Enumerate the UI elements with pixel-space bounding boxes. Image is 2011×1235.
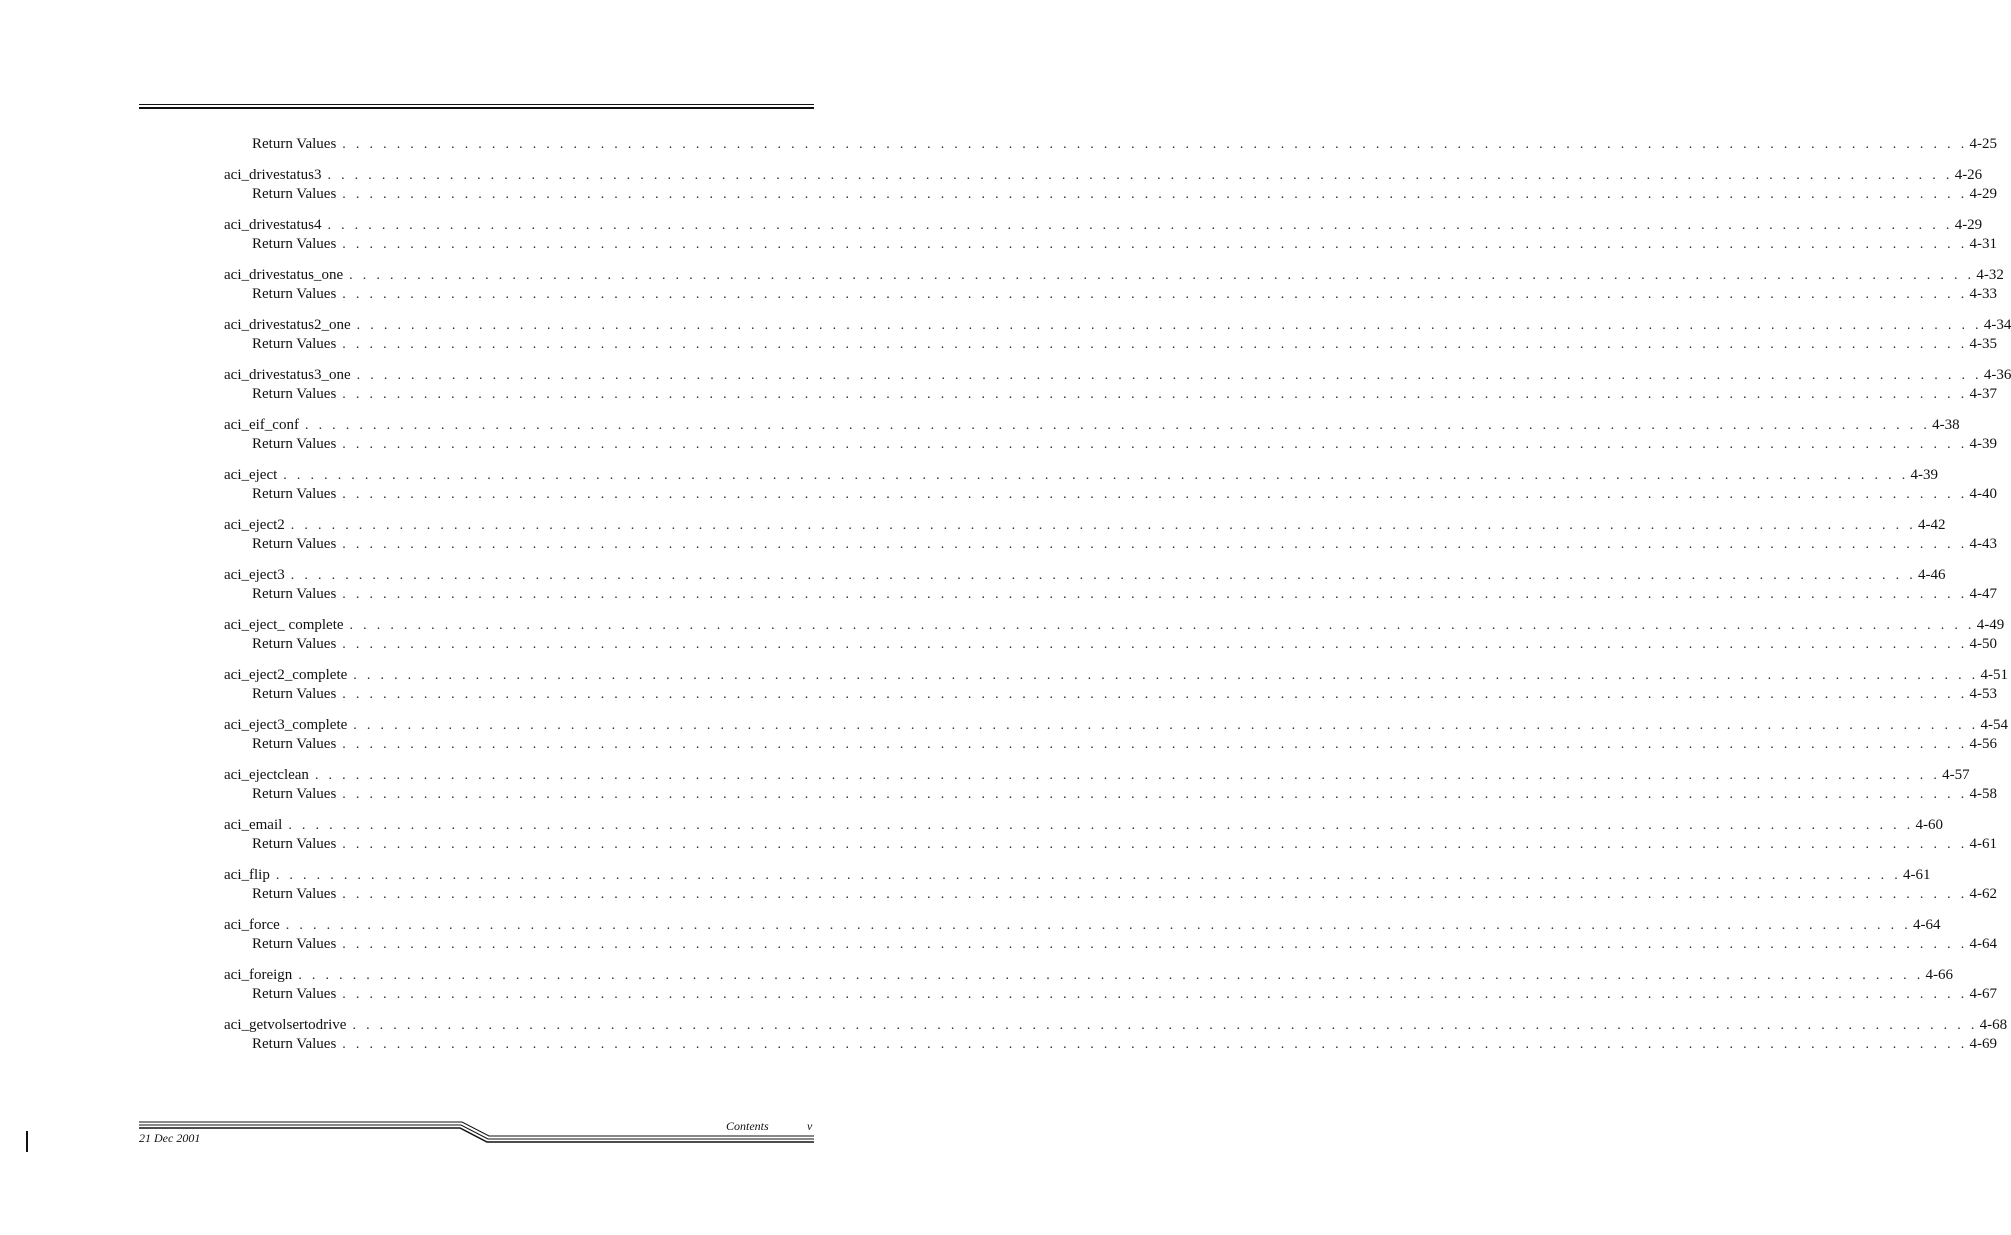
toc-entry[interactable]	[224, 316, 2011, 335]
toc-entry-label: Return Values	[252, 286, 337, 302]
toc-entry-label: Return Values	[252, 386, 337, 402]
toc-entry-page: 4-67	[1969, 986, 1997, 1002]
dot-leader: . . . . . . . . . . . . . . . . . . . . . . . . . . . . . . . . . . . . . . . . . . . . . . . . . . . . . . . . . . . . . . . . . . . . . . . . . . . . . . . . . . . . . . . . . . . . . . . . . . . . . . . . . . . . . . . . . . . . . . . .	[349, 618, 1975, 633]
toc-entry-page: 4-33	[1969, 286, 1997, 302]
toc-entry-label: aci_drivestatus2_one	[224, 317, 351, 333]
toc-entry-page: 4-51	[1980, 667, 2008, 683]
dot-leader: . . . . . . . . . . . . . . . . . . . . . . . . . . . . . . . . . . . . . . . . . . . . . . . . . . . . . . . . . . . . . . . . . . . . . . . . . . . . . . . . . . . . . . . . . . . . . . . . . . . . . . . . . . . . . . . . . . . . . . . .	[353, 668, 1979, 683]
toc-entry-page: 4-31	[1969, 236, 1997, 252]
toc-group	[224, 316, 2011, 354]
dot-leader: . . . . . . . . . . . . . . . . . . . . . . . . . . . . . . . . . . . . . . . . . . . . . . . . . . . . . . . . . . . . . . . . . . . . . . . . . . . . . . . . . . . . . . . . . . . . . . . . . . . . . . . . . . . . . . . . . . . . . . . .	[285, 918, 1911, 933]
dot-leader: . . . . . . . . . . . . . . . . . . . . . . . . . . . . . . . . . . . . . . . . . . . . . . . . . . . . . . . . . . . . . . . . . . . . . . . . . . . . . . . . . . . . . . . . . . . . . . . . . . . . . . . . . . . . . . . . . . . . . . . .	[342, 737, 1968, 752]
toc-subentry[interactable]	[224, 285, 1997, 304]
dot-leader: . . . . . . . . . . . . . . . . . . . . . . . . . . . . . . . . . . . . . . . . . . . . . . . . . . . . . . . . . . . . . . . . . . . . . . . . . . . . . . . . . . . . . . . . . . . . . . . . . . . . . . . . . . . . . . . . . . . . . . . .	[342, 1037, 1968, 1052]
toc-group	[224, 666, 2008, 704]
toc-entry-label: aci_eject	[224, 467, 278, 483]
toc-entry-label: aci_drivestatus_one	[224, 267, 344, 283]
footer-date: 21 Dec 2001	[139, 1131, 201, 1145]
toc-entry[interactable]	[224, 916, 1941, 935]
table-of-contents	[224, 135, 2011, 1054]
toc-subentry[interactable]	[224, 235, 1997, 254]
toc-entry-label: aci_eject3	[224, 567, 285, 583]
toc-entry-page: 4-57	[1942, 767, 1970, 783]
toc-entry-label: Return Values	[252, 886, 337, 902]
toc-group	[224, 566, 1997, 604]
toc-entry-page: 4-50	[1969, 636, 1997, 652]
footer-section-title: Contents	[726, 1119, 769, 1133]
toc-entry-label: aci_drivestatus3	[224, 167, 322, 183]
toc-entry-label: Return Values	[252, 586, 337, 602]
toc-entry-label: Return Values	[252, 536, 337, 552]
toc-entry-label: aci_eject2	[224, 517, 285, 533]
toc-entry-label: Return Values	[252, 1036, 337, 1052]
toc-entry-page: 4-62	[1969, 886, 1997, 902]
dot-leader: . . . . . . . . . . . . . . . . . . . . . . . . . . . . . . . . . . . . . . . . . . . . . . . . . . . . . . . . . . . . . . . . . . . . . . . . . . . . . . . . . . . . . . . . . . . . . . . . . . . . . . . . . . . . . . . . . . . . . . . .	[298, 968, 1924, 983]
toc-entry-label: Return Values	[252, 686, 337, 702]
toc-entry-label: Return Values	[252, 736, 337, 752]
toc-subentry[interactable]	[224, 835, 1997, 854]
toc-entry-label: Return Values	[252, 986, 337, 1002]
toc-entry-label: Return Values	[252, 136, 337, 152]
toc-subentry[interactable]	[224, 735, 1997, 754]
toc-entry-label: aci_drivestatus3_one	[224, 367, 351, 383]
toc-entry-page: 4-47	[1969, 586, 1997, 602]
toc-group	[224, 866, 1997, 904]
toc-entry-page: 4-34	[1983, 317, 2011, 333]
toc-group	[224, 166, 1997, 204]
dot-leader: . . . . . . . . . . . . . . . . . . . . . . . . . . . . . . . . . . . . . . . . . . . . . . . . . . . . . . . . . . . . . . . . . . . . . . . . . . . . . . . . . . . . . . . . . . . . . . . . . . . . . . . . . . . . . . . . . . . . . . . .	[288, 818, 1914, 833]
dot-leader: . . . . . . . . . . . . . . . . . . . . . . . . . . . . . . . . . . . . . . . . . . . . . . . . . . . . . . . . . . . . . . . . . . . . . . . . . . . . . . . . . . . . . . . . . . . . . . . . . . . . . . . . . . . . . . . . . . . . . . . .	[342, 837, 1968, 852]
dot-leader: . . . . . . . . . . . . . . . . . . . . . . . . . . . . . . . . . . . . . . . . . . . . . . . . . . . . . . . . . . . . . . . . . . . . . . . . . . . . . . . . . . . . . . . . . . . . . . . . . . . . . . . . . . . . . . . . . . . . . . . .	[290, 568, 1916, 583]
toc-entry-page: 4-29	[1954, 217, 1983, 233]
toc-subentry[interactable]	[224, 685, 1997, 704]
toc-entry[interactable]	[224, 516, 1946, 535]
toc-entry-page: 4-49	[1976, 617, 2005, 633]
toc-subentry[interactable]	[224, 935, 1997, 954]
toc-entry-label: aci_eif_conf	[224, 417, 299, 433]
toc-entry-page: 4-43	[1969, 536, 1997, 552]
dot-leader: . . . . . . . . . . . . . . . . . . . . . . . . . . . . . . . . . . . . . . . . . . . . . . . . . . . . . . . . . . . . . . . . . . . . . . . . . . . . . . . . . . . . . . . . . . . . . . . . . . . . . . . . . . . . . . . . . . . . . . . .	[342, 237, 1968, 252]
toc-subentry[interactable]	[224, 885, 1997, 904]
dot-leader: . . . . . . . . . . . . . . . . . . . . . . . . . . . . . . . . . . . . . . . . . . . . . . . . . . . . . . . . . . . . . . . . . . . . . . . . . . . . . . . . . . . . . . . . . . . . . . . . . . . . . . . . . . . . . . . . . . . . . . . .	[342, 337, 1968, 352]
toc-entry-label: Return Values	[252, 936, 337, 952]
toc-entry-page: 4-69	[1969, 1036, 1997, 1052]
toc-entry[interactable]	[224, 366, 2011, 385]
toc-subentry[interactable]	[224, 1035, 1997, 1054]
toc-entry-label: aci_getvolsertodrive	[224, 1017, 347, 1033]
toc-entry-page: 4-42	[1918, 517, 1946, 533]
toc-group	[224, 766, 1997, 804]
toc-entry-page: 4-39	[1969, 436, 1997, 452]
toc-group	[224, 135, 1997, 154]
toc-entry[interactable]	[224, 966, 1954, 985]
dot-leader: . . . . . . . . . . . . . . . . . . . . . . . . . . . . . . . . . . . . . . . . . . . . . . . . . . . . . . . . . . . . . . . . . . . . . . . . . . . . . . . . . . . . . . . . . . . . . . . . . . . . . . . . . . . . . . . . . . . . . . . .	[283, 468, 1909, 483]
dot-leader: . . . . . . . . . . . . . . . . . . . . . . . . . . . . . . . . . . . . . . . . . . . . . . . . . . . . . . . . . . . . . . . . . . . . . . . . . . . . . . . . . . . . . . . . . . . . . . . . . . . . . . . . . . . . . . . . . . . . . . . .	[349, 268, 1975, 283]
dot-leader: . . . . . . . . . . . . . . . . . . . . . . . . . . . . . . . . . . . . . . . . . . . . . . . . . . . . . . . . . . . . . . . . . . . . . . . . . . . . . . . . . . . . . . . . . . . . . . . . . . . . . . . . . . . . . . . . . . . . . . . .	[275, 868, 1902, 883]
toc-entry-label: Return Values	[252, 336, 337, 352]
toc-subentry[interactable]	[224, 635, 1997, 654]
toc-entry[interactable]	[224, 666, 2008, 685]
toc-entry[interactable]	[224, 216, 1983, 235]
toc-entry-page: 4-56	[1969, 736, 1997, 752]
dot-leader: . . . . . . . . . . . . . . . . . . . . . . . . . . . . . . . . . . . . . . . . . . . . . . . . . . . . . . . . . . . . . . . . . . . . . . . . . . . . . . . . . . . . . . . . . . . . . . . . . . . . . . . . . . . . . . . . . . . . . . . .	[342, 437, 1968, 452]
toc-entry-label: Return Values	[252, 636, 337, 652]
toc-entry-page: 4-58	[1969, 786, 1997, 802]
dot-leader: . . . . . . . . . . . . . . . . . . . . . . . . . . . . . . . . . . . . . . . . . . . . . . . . . . . . . . . . . . . . . . . . . . . . . . . . . . . . . . . . . . . . . . . . . . . . . . . . . . . . . . . . . . . . . . . . . . . . . . . .	[342, 387, 1968, 402]
dot-leader: . . . . . . . . . . . . . . . . . . . . . . . . . . . . . . . . . . . . . . . . . . . . . . . . . . . . . . . . . . . . . . . . . . . . . . . . . . . . . . . . . . . . . . . . . . . . . . . . . . . . . . . . . . . . . . . . . . . . . . . .	[314, 768, 1941, 783]
toc-entry-page: 4-29	[1969, 186, 1997, 202]
toc-entry-label: aci_foreign	[224, 967, 293, 983]
dot-leader: . . . . . . . . . . . . . . . . . . . . . . . . . . . . . . . . . . . . . . . . . . . . . . . . . . . . . . . . . . . . . . . . . . . . . . . . . . . . . . . . . . . . . . . . . . . . . . . . . . . . . . . . . . . . . . . . . . . . . . . .	[342, 637, 1968, 652]
toc-entry[interactable]	[224, 266, 2004, 285]
toc-entry-label: Return Values	[252, 236, 337, 252]
toc-entry-label: Return Values	[252, 186, 337, 202]
toc-entry-label: aci_force	[224, 917, 280, 933]
toc-entry-label: aci_ejectclean	[224, 767, 309, 783]
toc-entry-label: Return Values	[252, 786, 337, 802]
dot-leader: . . . . . . . . . . . . . . . . . . . . . . . . . . . . . . . . . . . . . . . . . . . . . . . . . . . . . . . . . . . . . . . . . . . . . . . . . . . . . . . . . . . . . . . . . . . . . . . . . . . . . . . . . . . . . . . . . . . . . . . .	[342, 587, 1968, 602]
toc-group	[224, 416, 1997, 454]
toc-entry-page: 4-68	[1979, 1017, 2008, 1033]
toc-subentry[interactable]	[224, 385, 1997, 404]
toc-entry-page: 4-39	[1910, 467, 1938, 483]
toc-subentry[interactable]	[224, 185, 1997, 204]
dot-leader: . . . . . . . . . . . . . . . . . . . . . . . . . . . . . . . . . . . . . . . . . . . . . . . . . . . . . . . . . . . . . . . . . . . . . . . . . . . . . . . . . . . . . . . . . . . . . . . . . . . . . . . . . . . . . . . . . . . . . . . .	[356, 368, 1982, 383]
toc-entry-page: 4-53	[1969, 686, 1997, 702]
dot-leader: . . . . . . . . . . . . . . . . . . . . . . . . . . . . . . . . . . . . . . . . . . . . . . . . . . . . . . . . . . . . . . . . . . . . . . . . . . . . . . . . . . . . . . . . . . . . . . . . . . . . . . . . . . . . . . . . . . . . . . . .	[342, 537, 1968, 552]
toc-entry-page: 4-32	[1976, 267, 2004, 283]
dot-leader: . . . . . . . . . . . . . . . . . . . . . . . . . . . . . . . . . . . . . . . . . . . . . . . . . . . . . . . . . . . . . . . . . . . . . . . . . . . . . . . . . . . . . . . . . . . . . . . . . . . . . . . . . . . . . . . . . . . . . . . .	[342, 137, 1968, 152]
toc-entry[interactable]	[224, 766, 1970, 785]
dot-leader: . . . . . . . . . . . . . . . . . . . . . . . . . . . . . . . . . . . . . . . . . . . . . . . . . . . . . . . . . . . . . . . . . . . . . . . . . . . . . . . . . . . . . . . . . . . . . . . . . . . . . . . . . . . . . . . . . . . . . . . .	[304, 418, 1931, 433]
toc-subentry[interactable]	[224, 785, 1997, 804]
toc-entry-page: 4-61	[1903, 867, 1931, 883]
toc-entry-page: 4-26	[1954, 167, 1983, 183]
toc-subentry[interactable]	[224, 435, 1997, 454]
toc-entry-page: 4-35	[1969, 336, 1997, 352]
toc-entry-label: aci_eject_ complete	[224, 617, 344, 633]
toc-group	[224, 966, 1997, 1004]
toc-group	[224, 716, 2008, 754]
toc-entry[interactable]	[224, 816, 1944, 835]
toc-group	[224, 466, 1997, 504]
toc-entry-label: Return Values	[252, 836, 337, 852]
toc-entry[interactable]	[224, 566, 1946, 585]
toc-entry-label: aci_flip	[224, 867, 270, 883]
toc-group	[224, 1016, 2008, 1054]
toc-subentry[interactable]	[224, 585, 1997, 604]
toc-group	[224, 616, 2005, 654]
header-rule	[139, 104, 814, 110]
dot-leader: . . . . . . . . . . . . . . . . . . . . . . . . . . . . . . . . . . . . . . . . . . . . . . . . . . . . . . . . . . . . . . . . . . . . . . . . . . . . . . . . . . . . . . . . . . . . . . . . . . . . . . . . . . . . . . . . . . . . . . . .	[352, 1018, 1978, 1033]
toc-entry-page: 4-61	[1969, 836, 1997, 852]
toc-group	[224, 916, 1997, 954]
dot-leader: . . . . . . . . . . . . . . . . . . . . . . . . . . . . . . . . . . . . . . . . . . . . . . . . . . . . . . . . . . . . . . . . . . . . . . . . . . . . . . . . . . . . . . . . . . . . . . . . . . . . . . . . . . . . . . . . . . . . . . . .	[342, 187, 1968, 202]
toc-entry-page: 4-37	[1969, 386, 1997, 402]
footer-page-number: v	[807, 1119, 813, 1133]
dot-leader: . . . . . . . . . . . . . . . . . . . . . . . . . . . . . . . . . . . . . . . . . . . . . . . . . . . . . . . . . . . . . . . . . . . . . . . . . . . . . . . . . . . . . . . . . . . . . . . . . . . . . . . . . . . . . . . . . . . . . . . .	[327, 218, 1953, 233]
toc-subentry[interactable]	[224, 535, 1997, 554]
toc-entry-page: 4-64	[1969, 936, 1997, 952]
toc-group	[224, 516, 1997, 554]
toc-entry-label: aci_drivestatus4	[224, 217, 322, 233]
dot-leader: . . . . . . . . . . . . . . . . . . . . . . . . . . . . . . . . . . . . . . . . . . . . . . . . . . . . . . . . . . . . . . . . . . . . . . . . . . . . . . . . . . . . . . . . . . . . . . . . . . . . . . . . . . . . . . . . . . . . . . . .	[342, 287, 1968, 302]
toc-entry-page: 4-54	[1980, 717, 2008, 733]
toc-entry[interactable]	[224, 466, 1938, 485]
toc-group	[224, 366, 2011, 404]
toc-entry-page: 4-60	[1915, 817, 1944, 833]
dot-leader: . . . . . . . . . . . . . . . . . . . . . . . . . . . . . . . . . . . . . . . . . . . . . . . . . . . . . . . . . . . . . . . . . . . . . . . . . . . . . . . . . . . . . . . . . . . . . . . . . . . . . . . . . . . . . . . . . . . . . . . .	[342, 687, 1968, 702]
toc-entry[interactable]	[224, 166, 1983, 185]
toc-entry[interactable]	[224, 716, 2008, 735]
toc-subentry[interactable]	[224, 985, 1997, 1004]
dot-leader: . . . . . . . . . . . . . . . . . . . . . . . . . . . . . . . . . . . . . . . . . . . . . . . . . . . . . . . . . . . . . . . . . . . . . . . . . . . . . . . . . . . . . . . . . . . . . . . . . . . . . . . . . . . . . . . . . . . . . . . .	[353, 718, 1979, 733]
toc-entry[interactable]	[224, 416, 1960, 435]
dot-leader: . . . . . . . . . . . . . . . . . . . . . . . . . . . . . . . . . . . . . . . . . . . . . . . . . . . . . . . . . . . . . . . . . . . . . . . . . . . . . . . . . . . . . . . . . . . . . . . . . . . . . . . . . . . . . . . . . . . . . . . .	[342, 937, 1968, 952]
toc-subentry[interactable]	[224, 335, 1997, 354]
dot-leader: . . . . . . . . . . . . . . . . . . . . . . . . . . . . . . . . . . . . . . . . . . . . . . . . . . . . . . . . . . . . . . . . . . . . . . . . . . . . . . . . . . . . . . . . . . . . . . . . . . . . . . . . . . . . . . . . . . . . . . . .	[327, 168, 1953, 183]
toc-entry-label: aci_eject2_complete	[224, 667, 348, 683]
toc-entry-page: 4-38	[1932, 417, 1960, 433]
dot-leader: . . . . . . . . . . . . . . . . . . . . . . . . . . . . . . . . . . . . . . . . . . . . . . . . . . . . . . . . . . . . . . . . . . . . . . . . . . . . . . . . . . . . . . . . . . . . . . . . . . . . . . . . . . . . . . . . . . . . . . . .	[342, 487, 1968, 502]
toc-subentry[interactable]	[224, 135, 1997, 154]
dot-leader: . . . . . . . . . . . . . . . . . . . . . . . . . . . . . . . . . . . . . . . . . . . . . . . . . . . . . . . . . . . . . . . . . . . . . . . . . . . . . . . . . . . . . . . . . . . . . . . . . . . . . . . . . . . . . . . . . . . . . . . .	[342, 987, 1968, 1002]
toc-entry-label: aci_eject3_complete	[224, 717, 348, 733]
toc-entry[interactable]	[224, 866, 1931, 885]
toc-entry-page: 4-46	[1918, 567, 1946, 583]
toc-entry-page: 4-66	[1925, 967, 1954, 983]
toc-subentry[interactable]	[224, 485, 1997, 504]
toc-group	[224, 266, 2004, 304]
toc-entry[interactable]	[224, 616, 2005, 635]
toc-entry-label: Return Values	[252, 436, 337, 452]
toc-entry-page: 4-40	[1969, 486, 1997, 502]
toc-entry-page: 4-36	[1983, 367, 2011, 383]
dot-leader: . . . . . . . . . . . . . . . . . . . . . . . . . . . . . . . . . . . . . . . . . . . . . . . . . . . . . . . . . . . . . . . . . . . . . . . . . . . . . . . . . . . . . . . . . . . . . . . . . . . . . . . . . . . . . . . . . . . . . . . .	[342, 787, 1968, 802]
toc-group	[224, 216, 1997, 254]
toc-group	[224, 816, 1997, 854]
dot-leader: . . . . . . . . . . . . . . . . . . . . . . . . . . . . . . . . . . . . . . . . . . . . . . . . . . . . . . . . . . . . . . . . . . . . . . . . . . . . . . . . . . . . . . . . . . . . . . . . . . . . . . . . . . . . . . . . . . . . . . . .	[356, 318, 1982, 333]
toc-entry-label: Return Values	[252, 486, 337, 502]
toc-entry-page: 4-64	[1913, 917, 1941, 933]
toc-entry[interactable]	[224, 1016, 2008, 1035]
dot-leader: . . . . . . . . . . . . . . . . . . . . . . . . . . . . . . . . . . . . . . . . . . . . . . . . . . . . . . . . . . . . . . . . . . . . . . . . . . . . . . . . . . . . . . . . . . . . . . . . . . . . . . . . . . . . . . . . . . . . . . . .	[342, 887, 1968, 902]
dot-leader: . . . . . . . . . . . . . . . . . . . . . . . . . . . . . . . . . . . . . . . . . . . . . . . . . . . . . . . . . . . . . . . . . . . . . . . . . . . . . . . . . . . . . . . . . . . . . . . . . . . . . . . . . . . . . . . . . . . . . . . .	[290, 518, 1916, 533]
toc-entry-page: 4-25	[1969, 136, 1997, 152]
toc-entry-label: aci_email	[224, 817, 283, 833]
